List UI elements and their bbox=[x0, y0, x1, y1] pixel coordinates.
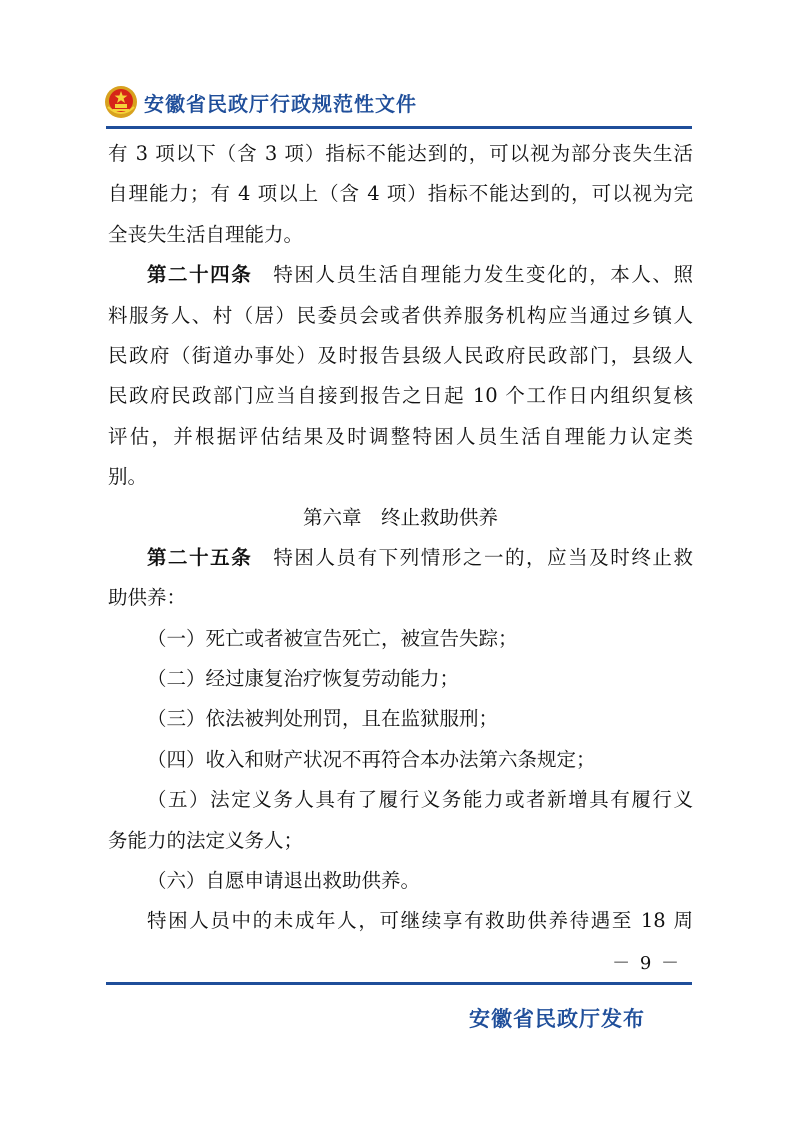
article-24-line: 第二十四条 特困人员生活自理能力发生变化的，本人、照 bbox=[147, 263, 693, 287]
document-header bbox=[104, 82, 417, 122]
body-line: 特困人员中的未成年人，可继续享有救助供养待遇至 18 周 bbox=[147, 909, 693, 933]
body-line: 评估，并根据评估结果及时调整特困人员生活自理能力认定类 bbox=[108, 424, 693, 448]
list-item: （四）收入和财产状况不再符合本办法第六条规定； bbox=[147, 747, 596, 771]
list-item: （三）依法被判处刑罚，且在监狱服刑； bbox=[147, 707, 499, 731]
body-line: 别。 bbox=[108, 465, 148, 489]
list-item: （六）自愿申请退出救助供养。 bbox=[147, 869, 421, 893]
article-25-line: 第二十五条 特困人员有下列情形之一的，应当及时终止救 bbox=[147, 545, 693, 569]
document-body bbox=[108, 134, 693, 942]
article-label: 第二十五条 bbox=[147, 545, 253, 569]
footer-publisher: 安徽省民政厅发布 bbox=[469, 1007, 645, 1031]
page-number: － 9 － bbox=[612, 953, 681, 974]
footer-rule bbox=[106, 982, 692, 985]
list-item: （二）经过康复治疗恢复劳动能力； bbox=[147, 667, 460, 691]
body-line: 全丧失生活自理能力。 bbox=[108, 222, 304, 246]
header-title: 安徽省民政厅行政规范性文件 bbox=[144, 91, 417, 116]
header-rule bbox=[106, 126, 692, 129]
article-label: 第二十四条 bbox=[147, 263, 253, 287]
national-emblem-icon bbox=[104, 85, 138, 119]
body-line: 自理能力；有 4 项以上（含 4 项）指标不能达到的，可以视为完 bbox=[108, 182, 693, 206]
list-item: （一）死亡或者被宣告死亡，被宣告失踪； bbox=[147, 626, 518, 650]
body-line: 民政府民政部门应当自接到报告之日起 10 个工作日内组织复核 bbox=[108, 384, 693, 408]
chapter-heading: 第六章 终止救助供养 bbox=[302, 505, 498, 529]
list-item: （五）法定义务人具有了履行义务能力或者新增具有履行义 bbox=[147, 788, 693, 812]
body-line: 料服务人、村（居）民委员会或者供养服务机构应当通过乡镇人 bbox=[108, 303, 693, 327]
body-line: 民政府（街道办事处）及时报告县级人民政府民政部门，县级人 bbox=[108, 343, 693, 367]
body-line: 助供养： bbox=[108, 586, 187, 610]
body-line: 务能力的法定义务人； bbox=[108, 828, 304, 852]
body-line: 有 3 项以下（含 3 项）指标不能达到的，可以视为部分丧失生活 bbox=[108, 142, 693, 165]
